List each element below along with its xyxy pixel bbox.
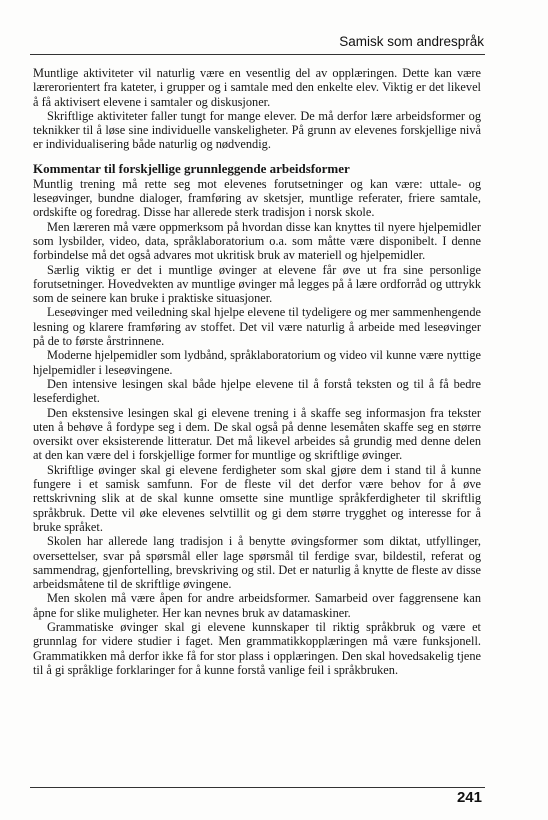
paragraph: Leseøvinger med veiledning skal hjelpe elevene til tydeligere og mer sammenhengende lesning og klarere framføring av stoffet. Det vil være naturlig å arbeide med leseøvinger på de to første årstrinnene.: [33, 305, 481, 349]
paragraph: Moderne hjelpemidler som lydbånd, språklaboratorium og video vil kunne være nyttige hjelpemidler i leseøvingene.: [33, 348, 481, 377]
paragraph: Grammatiske øvinger skal gi elevene kunnskaper til riktig språkbruk og være et grunnlag for videre studier i faget. Men grammatikkopplæringen må være funksjonell. Grammatikken må derfor ikke få for stor plass i opplæringen. Den skal hovedsakelig tjene til å gi språklige forklaringer for å kunne forstå vanlige feil i språkbruken.: [33, 619, 481, 677]
paragraph: Men skolen må være åpen for andre arbeidsformer. Samarbeid over faggrensene kan åpne for slike muligheter. Her kan nevnes bruk av datamaskiner.: [33, 591, 481, 620]
paragraph: Skolen har allerede lang tradisjon i å benytte øvingsformer som diktat, utfyllinger, oversettelser, svar på spørsmål eller lage spørsmål til ferdige svar, bildestil, referat og sammendrag, gjenfortelling, brevskriving og stil. Det er naturlig å knytte de fleste av disse arbeidsmåtene til de skriftlige øvingene.: [33, 534, 481, 592]
paragraph: Særlig viktig er det i muntlige øvinger at elevene får øve ut fra sine personlige forutsetninger. Hovedvekten av muntlige øvinger må legges på å lære ordforråd og uttrykk som de seinere kan bruke i praktiske situasjoner.: [33, 262, 481, 306]
header-rule: [30, 54, 485, 55]
paragraph: Den ekstensive lesingen skal gi elevene trening i å skaffe seg informasjon fra tekster uten å behøve å fordype seg i dem. De skal også på denne lesemåten skaffe seg en større oversikt over eksisterende litteratur. Det må likevel arbeides så grundig med denne delen at den kan være del i forskjellige former for muntlige og skriftlige øvinger.: [33, 405, 481, 463]
section-heading: Kommentar til forskjellige grunnleggende arbeidsformer: [33, 160, 350, 176]
body-text: [33, 66, 481, 677]
paragraph: Skriftlige aktiviteter faller tungt for mange elever. De må derfor lære arbeidsformer og teknikker til å løse sine individuelle vanskeligheter. På grunn av elevenes forskjellige nivå er individualisering både naturlig og nødvendig.: [33, 108, 481, 152]
paragraph: Den intensive lesingen skal både hjelpe elevene til å forstå teksten og til å få bedre leseferdighet.: [33, 376, 481, 406]
paragraph: Men læreren må være oppmerksom på hvordan disse kan knyttes til nyere hjelpemidler som lysbilder, video, data, språklaboratorium o.a. som måtte være disponibelt. I denne forbindelse må det også advares mot ukritisk bruk av materiell og hjelpemidler.: [33, 219, 481, 263]
running-header: Samisk som andrespråk: [339, 34, 484, 49]
paragraph: Skriftlige øvinger skal gi elevene ferdigheter som skal gjøre dem i stand til å kunne fungere i et samisk samfunn. For de fleste vil det derfor være behov for å øve rettskrivning slik at de skal kunne omsette sine muntlige språkferdigheter til skriftlig språkbruk. Dette vil øke elevenes selvtillit og gi dem større trygghet og interesse for å bruke språket.: [33, 462, 481, 534]
footer-rule: [30, 787, 485, 788]
paragraph: Muntlige aktiviteter vil naturlig være en vesentlig del av opplæringen. Dette kan være lærerorientert fra kateter, i grupper og i samtale med den enkelte elev. Viktig er det likevel å få aktivisert elevene i samtaler og diskusjoner.: [33, 66, 481, 109]
page-number: 241: [456, 789, 482, 806]
paragraph: Muntlig trening må rette seg mot elevenes forutsetninger og kan være: uttale- og leseøvinger, bundne dialoger, framføring av sketsjer, muntlige referater, friere samtale, ordskifte og foredrag. Disse har allerede sterk tradisjon i norsk skole.: [33, 176, 481, 220]
